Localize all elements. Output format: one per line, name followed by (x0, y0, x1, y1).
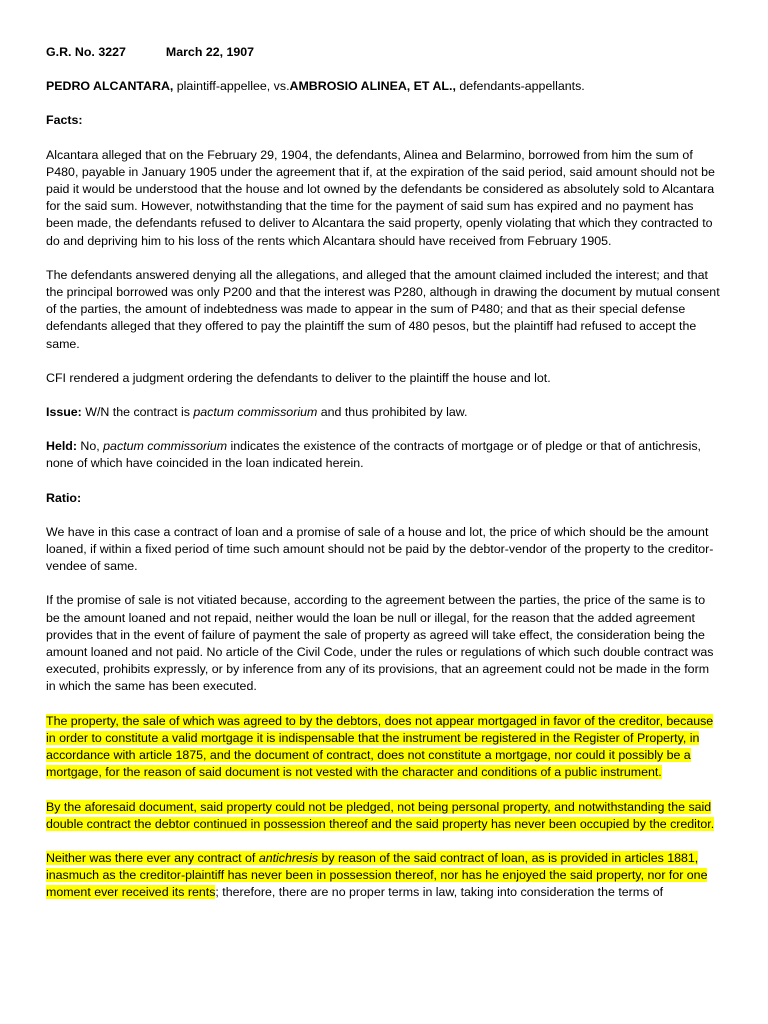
ratio-paragraph-1: We have in this case a contract of loan and a promise of sale of a house and lot, the price of which should be the amount loaned, if within a fixed period of time such amount should not be paid by the debtor-vendor of the property to the creditor-vendee of same. (46, 524, 714, 574)
issue-section (46, 404, 722, 421)
p5-text-post: by reason of the said contract of loan, as is provided in articles 1881, inasmuch as the creditor-plaintiff has never been in possession thereof, nor has he enjoyed the said property, nor for one moment ever received its rents (46, 850, 708, 900)
held-text-pre: No, (76, 439, 104, 454)
issue-text-pre: W/N the contract is (81, 405, 194, 420)
ratio-heading: Ratio: (46, 490, 82, 505)
facts-paragraph-1: Alcantara alleged that on the February 29, 1904, the defendants, Alinea and Belarmino, borrowed from him the sum of P480, payable in January 1905 under the agreement that if, at the expiration of the said period, said amount should not be paid it would be understood that the house and lot owned by the defendants be considered as absolutely sold to Alcantara for the said sum. However, notwithstanding that the time for the payment of said sum has expired and no payment has been made, the defendants refused to deliver to Alcantara the said property, openly violating that which they contracted to do and depriving him to his loss of the rents which Alcantara should have received from February 1905. (46, 147, 715, 248)
gr-number: G.R. No. 3227 (46, 45, 126, 59)
case-parties (46, 78, 722, 95)
issue-label: Issue: (46, 405, 82, 420)
ratio-paragraph-2: If the promise of sale is not vitiated because, according to the agreement between the parties, the price of the same is to be the amount loaned and not repaid, neither would the loan be null or illegal, for the reason that the added agreement provides that in the event of failure of payment the sale of property as agreed will take effect, the consideration being the amount loaned and not paid. No article of the Civil Code, under the rules or regulations of which such double contract was executed, prohibits expressly, or by inference from any of its provisions, that an agreement could not be made in the form in which the same has been executed. (46, 593, 714, 694)
held-text-post: indicates the existence of the contracts of mortgage or of pledge or that of antichresis, none of which have coincided in the loan indicated herein. (46, 439, 701, 471)
case-header (46, 44, 722, 61)
ratio-paragraph-5 (46, 850, 722, 902)
defendants-name: AMBROSIO ALINEA, ET AL., (289, 79, 456, 94)
case-date: March 22, 1907 (165, 45, 255, 59)
held-label: Held: (46, 439, 77, 454)
issue-term: pactum commissorium (193, 405, 318, 420)
ratio-paragraph-4 (46, 799, 722, 833)
facts-heading: Facts: (46, 113, 83, 128)
ratio-paragraph-3 (46, 713, 722, 782)
p5-tail: ; therefore, there are no proper terms in law, taking into consideration the terms of (215, 885, 664, 900)
defendants-role: defendants-appellants. (455, 79, 585, 94)
facts-paragraph-3: CFI rendered a judgment ordering the defendants to deliver to the plaintiff the house and lot. (46, 370, 551, 385)
p5-text-pre: Neither was there ever any contract of (46, 850, 259, 865)
plaintiff-role: plaintiff-appellee, vs. (173, 79, 290, 94)
plaintiff-name: PEDRO ALCANTARA, (46, 79, 174, 94)
held-term: pactum commissorium (103, 439, 228, 454)
antichresis-term: antichresis (258, 850, 319, 865)
highlighted-text: The property, the sale of which was agreed to by the debtors, does not appear mortgaged in favor of the creditor, because in order to constitute a valid mortgage it is indispensable that the instrument be registered in the Register of Property, in accordance with article 1875, and the document of contract, does not constitute a mortgage, nor could it possibly be a mortgage, for the reason of said document is not vested with the character and conditions of a public instrument. (46, 713, 714, 780)
issue-text-post: and thus prohibited by law. (317, 405, 468, 420)
held-section (46, 438, 722, 472)
case-digest (46, 44, 722, 919)
facts-paragraph-2: The defendants answered denying all the allegations, and alleged that the amount claimed included the interest; and that the principal borrowed was only P200 and that the interest was P280, although in drawing the document by mutual consent of the parties, the amount of indebtedness was made to appear in the sum of P480; and that as their special defense defendants alleged that they offered to pay the plaintiff the sum of 480 pesos, but the plaintiff had refused to accept the same. (46, 267, 720, 351)
highlighted-text: By the aforesaid document, said property could not be pledged, not being personal property, and notwithstanding the said double contract the debtor continued in possession thereof and the said property has never been occupied by the creditor. (46, 799, 715, 831)
